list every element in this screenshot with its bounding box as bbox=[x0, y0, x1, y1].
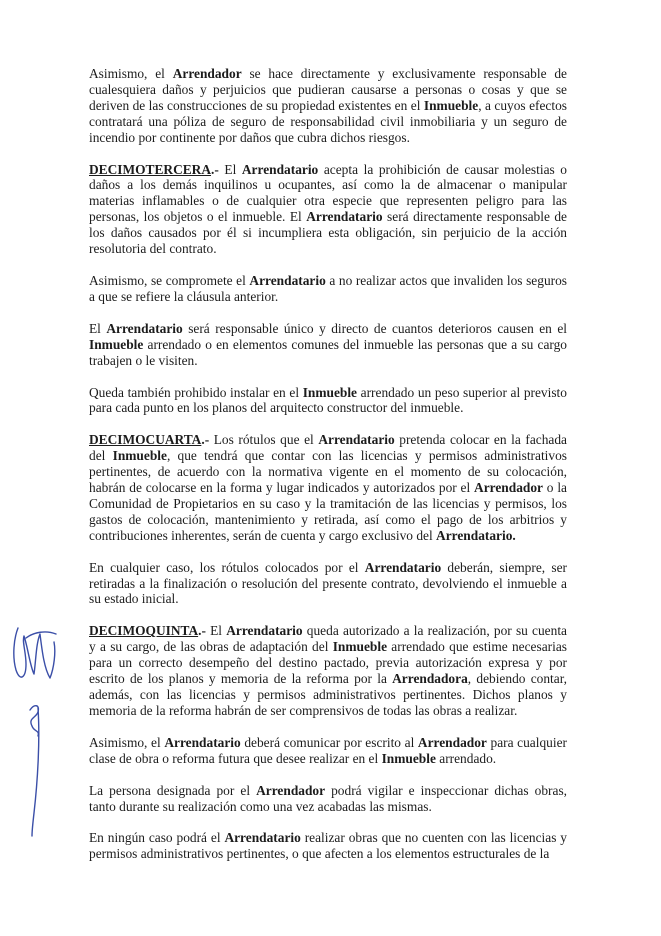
defined-term: Inmueble bbox=[381, 750, 436, 766]
paragraph-insurance-tenant bbox=[89, 273, 567, 305]
body-text: Queda también prohibido instalar en el bbox=[89, 384, 303, 400]
defined-term: Arrendatario bbox=[106, 320, 183, 336]
paragraph-clause-decimoquinta bbox=[89, 623, 567, 718]
body-text: a no realizar actos que invaliden los seguros a que se refiere la cláusula anterior. bbox=[89, 272, 567, 304]
paragraph-weight-limit bbox=[89, 385, 567, 417]
body-text: será directamente responsable de los daños causados por él si incumpliera esta obligación, sin perjuicio de la acción resolutoria del contrato. bbox=[89, 209, 567, 257]
defined-term: Arrendatario bbox=[224, 830, 301, 846]
body-text: , debiendo contar, además, con las licencias y permisos administrativos pertinentes. Dichos planos y memoria de la reforma habrán de ser comprensivos de todas las obras a realizar. bbox=[89, 671, 567, 718]
paragraph-works-notice bbox=[89, 735, 567, 767]
contract-text bbox=[89, 66, 567, 862]
body-text: realizar obras que no cuenten con las licencias y permisos administrativos pertinentes, o que afecten a los elementos estructurales de la bbox=[89, 830, 567, 862]
clause-heading: DECIMOQUINTA bbox=[89, 623, 199, 639]
defined-term: Arrendatario. bbox=[436, 527, 516, 543]
body-text: En cualquier caso, los rótulos colocados por el bbox=[89, 559, 365, 575]
body-text: arrendado. bbox=[435, 750, 497, 766]
paragraph-clause-decimotercera bbox=[89, 162, 567, 257]
body-text: pretenda colocar en la fachada del bbox=[89, 432, 567, 464]
paragraph-clause-decimocuarta bbox=[89, 432, 567, 543]
defined-term: Arrendatario bbox=[249, 272, 326, 288]
body-text: arrendado un peso superior al previsto para cada punto en los planos del arquitecto constructor del inmueble. bbox=[89, 384, 567, 416]
handwritten-signature bbox=[4, 608, 64, 838]
defined-term: .- bbox=[201, 432, 210, 448]
body-text: deberán, siempre, ser retiradas a la finalización o resolución del presente contrato, devolviendo el inmueble a su estado inicial. bbox=[89, 559, 567, 607]
defined-term: Arrendatario bbox=[164, 734, 241, 750]
defined-term: Arrendadora bbox=[392, 671, 468, 687]
clause-heading: DECIMOCUARTA bbox=[89, 432, 202, 448]
defined-term: Inmueble bbox=[332, 639, 388, 655]
defined-term: Arrendatario bbox=[318, 432, 395, 448]
defined-term: Inmueble bbox=[89, 336, 144, 352]
body-text: Los rótulos que el bbox=[209, 432, 319, 448]
defined-term: Arrendatario bbox=[226, 623, 303, 639]
body-text: Asimismo, el bbox=[89, 66, 173, 81]
body-text: La persona designada por el bbox=[89, 782, 257, 798]
body-text: El bbox=[205, 623, 227, 639]
defined-term: Arrendador bbox=[256, 782, 326, 798]
body-text: arrendado o en elementos comunes del inmueble las personas que a su cargo trabajen o le visiten. bbox=[89, 336, 567, 368]
defined-term: Arrendador bbox=[474, 480, 543, 496]
body-text: Asimismo, el bbox=[89, 734, 165, 750]
body-text: se hace directamente y exclusivamente responsable de cualesquiera daños y perjuicios que pudieran causarse a personas o cosas y que se deriven de las construcciones de su propiedad existentes en el bbox=[89, 66, 567, 113]
paragraph-tenant-liability bbox=[89, 321, 567, 369]
body-text: arrendado que estime necesarias para un correcto desempeño del destino pactado, previa autorización expresa y por escrito de los planos y memoria de la reforma por la bbox=[89, 639, 567, 687]
body-text: Asimismo, se compromete el bbox=[89, 272, 250, 288]
body-text: podrá vigilar e inspeccionar dichas obras, tanto durante su realización como una vez acabadas las mismas. bbox=[89, 782, 567, 814]
paragraph-works-inspection bbox=[89, 783, 567, 815]
body-text: , a cuyos efectos contratará una póliza de seguro de responsabilidad civil inmobiliaria y un seguro de incendio por continente por daños que cubra dichos riesgos. bbox=[89, 97, 567, 145]
defined-term: .- bbox=[211, 161, 219, 177]
body-text: deberá comunicar por escrito al bbox=[240, 734, 418, 750]
defined-term: Inmueble bbox=[302, 384, 358, 400]
defined-term: Arrendatario bbox=[364, 559, 442, 575]
defined-term: Arrendador bbox=[417, 734, 487, 750]
body-text: o la Comunidad de Propietarios en su caso y la tramitación de las licencias y permisos, los gastos de colocación, mantenimiento y retirada, así como el pago de los arbitrios y contribuciones inherentes, serán de cuenta y cargo exclusivo del bbox=[89, 480, 567, 543]
paragraph-signs-removal bbox=[89, 560, 567, 608]
defined-term: Inmueble bbox=[112, 448, 167, 464]
body-text: para cualquier clase de obra o reforma futura que desee realizar en el bbox=[89, 734, 567, 766]
body-text: acepta la prohibición de causar molestias o daños a los demás inquilinos u ocupantes, así como la de almacenar o manipular materias inflamables o de cualquier otra especie que representen peligro para las personas, los objetos o el inmueble. El bbox=[89, 161, 567, 225]
defined-term: Inmueble bbox=[423, 97, 479, 113]
body-text: , que tendrá que contar con las licencias y permisos administrativos pertinentes, de acuerdo con la normativa vigente en el momento de su colocación, habrán de colocarse en la forma y lugar indicados y autorizados por el bbox=[89, 448, 567, 496]
body-text: El bbox=[89, 320, 107, 336]
paragraph-works-restrictions bbox=[89, 830, 567, 862]
clause-heading: DECIMOTERCERA bbox=[89, 161, 212, 177]
defined-term: .- bbox=[198, 623, 206, 639]
body-text: será responsable único y directo de cuantos deterioros causen en el bbox=[182, 320, 567, 336]
defined-term: Arrendador bbox=[172, 66, 242, 81]
body-text: En ningún caso podrá el bbox=[89, 830, 225, 846]
body-text: queda autorizado a la realización, por su cuenta y a su cargo, de las obras de adaptación del bbox=[89, 623, 567, 655]
body-text: El bbox=[218, 161, 242, 177]
defined-term: Arrendatario bbox=[241, 161, 319, 177]
paragraph-insurance-landlord bbox=[89, 66, 567, 146]
defined-term: Arrendatario bbox=[306, 209, 383, 225]
